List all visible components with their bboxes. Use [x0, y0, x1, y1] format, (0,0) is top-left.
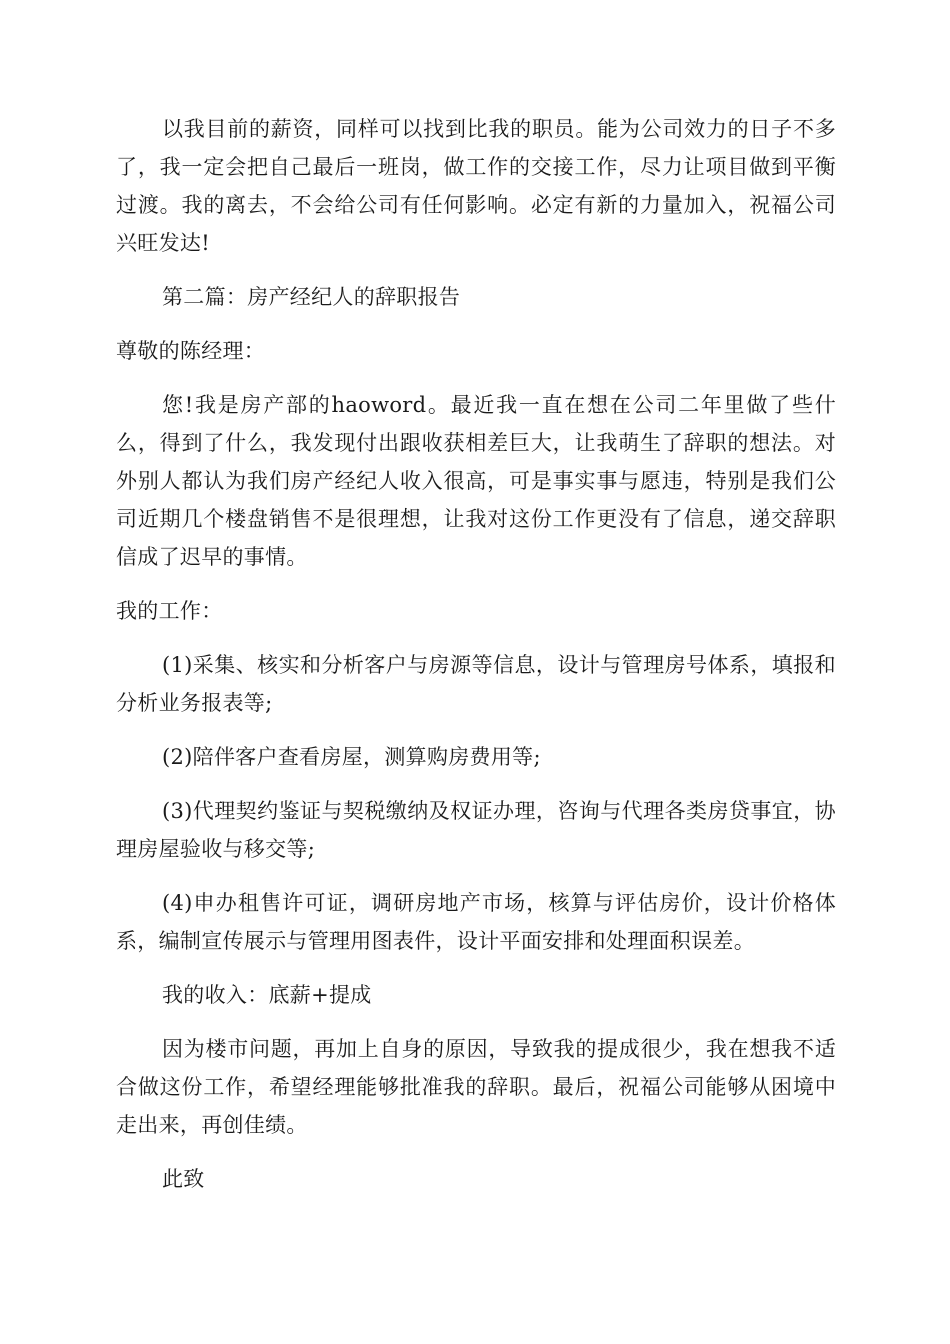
section-heading: 第二篇：房产经纪人的辞职报告: [162, 285, 461, 309]
income-line: 我的收入：底薪+提成: [162, 983, 372, 1007]
work-item-1: (1)采集、核实和分析客户与房源等信息，设计与管理房号体系，填报和分析业务报表等;: [116, 653, 836, 715]
body-paragraph-intro: 您!我是房产部的haoword。最近我一直在想在公司二年里做了些什么，得到了什么，我发现付出跟收获相差巨大，让我萌生了辞职的想法。对外别人都认为我们房产经纪人收入很高，可是事实事与愿违，特别是我们公司近期几个楼盘销售不是很理想，让我对这份工作更没有了信息，递交辞职信成了迟早的事情。: [116, 393, 836, 569]
closing-paragraph-previous-letter: 以我目前的薪资，同样可以找到比我的职员。能为公司效力的日子不多了，我一定会把自己最后一班岗，做工作的交接工作，尽力让项目做到平衡过渡。我的离去，不会给公司有任何影响。必定有新的力量加入，祝福公司兴旺发达!: [116, 117, 836, 255]
body-paragraph-reason: 因为楼市问题，再加上自身的原因，导致我的提成很少，我在想我不适合做这份工作，希望经理能够批准我的辞职。最后，祝福公司能够从困境中走出来，再创佳绩。: [116, 1037, 836, 1137]
salutation: 尊敬的陈经理：: [116, 339, 266, 363]
work-item-3: (3)代理契约鉴证与契税缴纳及权证办理，咨询与代理各类房贷事宜，协理房屋验收与移交等;: [116, 799, 836, 861]
document-body: [116, 110, 836, 1214]
work-heading: 我的工作：: [116, 599, 223, 623]
work-item-4: (4)申办租售许可证，调研房地产市场，核算与评估房价，设计价格体系，编制宣传展示与管理用图表件，设计平面安排和处理面积误差。: [116, 891, 836, 953]
work-item-2: (2)陪伴客户查看房屋，测算购房费用等;: [162, 745, 541, 769]
closing-phrase: 此致: [162, 1167, 205, 1191]
